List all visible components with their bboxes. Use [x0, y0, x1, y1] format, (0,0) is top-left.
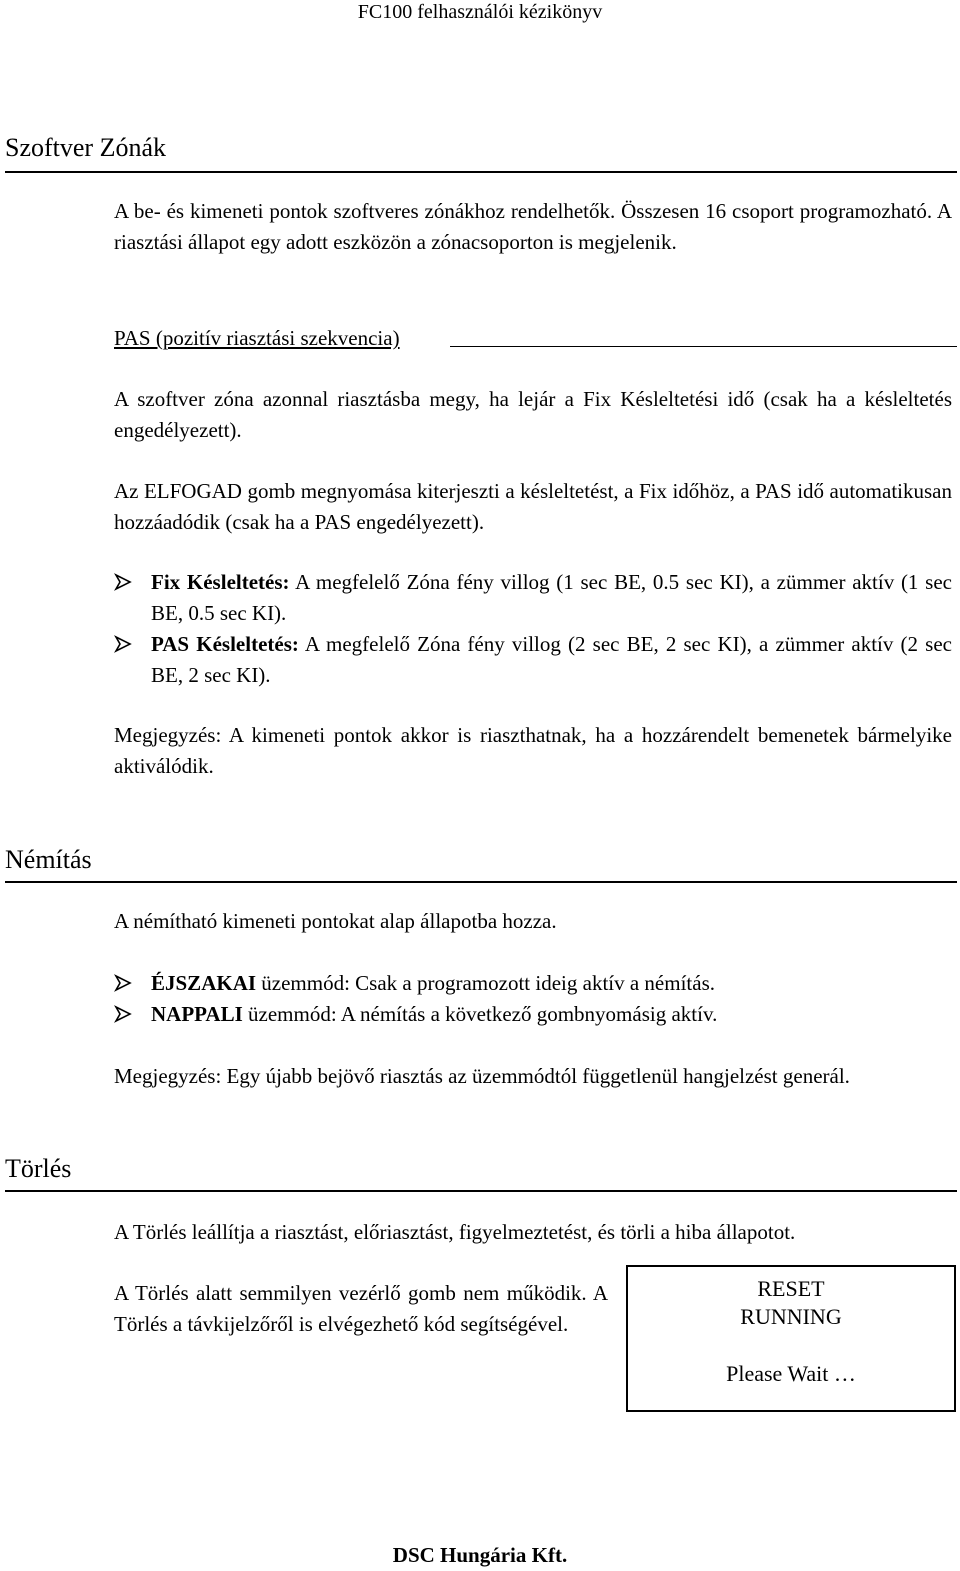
- arrowhead-bullet-icon: [114, 999, 136, 1032]
- section-divider: [5, 1190, 957, 1192]
- display-line-reset: RESET: [757, 1276, 825, 1301]
- bullet-item-pas-delay: [114, 629, 952, 691]
- bullet-item-ejszakai: [114, 968, 952, 999]
- pas-subheading: PAS (pozitív riasztási szekvencia): [114, 326, 400, 350]
- arrowhead-bullet-icon: [114, 567, 136, 600]
- bullet-label: ÉJSZAKAI: [151, 971, 257, 995]
- section-title-szoftver-zonak: Szoftver Zónák: [5, 133, 167, 162]
- section-divider: [5, 171, 957, 173]
- bullet-label: Fix Késleltetés:: [151, 570, 290, 594]
- torles-paragraph-1: A Törlés leállítja a riasztást, előriasztást, figyelmeztetést, és törli a hiba állapotot.: [114, 1220, 796, 1244]
- bullet-label: PAS Késleltetés:: [151, 632, 299, 656]
- pas-paragraph-2: Az ELFOGAD gomb megnyomása kiterjeszti a késleltetést, a Fix időhöz, a PAS idő automatikusan hozzáadódik (csak ha a PAS engedélyezett).: [114, 479, 952, 534]
- subheading-rule: [450, 346, 957, 347]
- bullet-text: üzemmód: A némítás a következő gombnyomásig aktív.: [242, 1002, 718, 1026]
- section-divider: [5, 881, 957, 883]
- bullet-text: A megfelelő Zóna fény villog (1 sec BE, 0.5 sec KI), a zümmer aktív (1 sec BE, 0.5 sec KI).: [151, 570, 952, 625]
- nemitas-note: Megjegyzés: Egy újabb bejövő riasztás az üzemmódtól függetlenül hangjelzést generál.: [114, 1064, 850, 1088]
- bullet-label: NAPPALI: [151, 1002, 243, 1026]
- section-title-nemitas: Némítás: [5, 845, 92, 874]
- torles-paragraph-2: A Törlés alatt semmilyen vezérlő gomb nem működik. A Törlés a távkijelzőről is elvégezhető kód segítségével.: [114, 1281, 608, 1336]
- bullet-text: A megfelelő Zóna fény villog (2 sec BE, 2 sec KI), a zümmer aktív (2 sec BE, 2 sec KI).: [151, 632, 952, 687]
- display-line-please-wait: Please Wait …: [726, 1361, 856, 1386]
- display-line-running: RUNNING: [740, 1304, 842, 1329]
- intro-paragraph: A be- és kimeneti pontok szoftveres zónákhoz rendelhetők. Összesen 16 csoport programozható. A riasztási állapot egy adott eszközön a zónacsoporton is megjelenik.: [114, 199, 952, 254]
- arrowhead-bullet-icon: [114, 629, 136, 662]
- section-title-torles: Törlés: [5, 1154, 72, 1183]
- bullet-item-nappali: [114, 999, 952, 1030]
- reset-display-panel: [626, 1265, 956, 1412]
- bullet-text: üzemmód: Csak a programozott ideig aktív a némítás.: [256, 971, 715, 995]
- note-paragraph: Megjegyzés: A kimeneti pontok akkor is riaszthatnak, ha a hozzárendelt bemenetek bármelyike aktiválódik.: [114, 723, 952, 778]
- nemitas-intro: A némítható kimeneti pontokat alap állapotba hozza.: [114, 909, 557, 933]
- pas-paragraph-1: A szoftver zóna azonnal riasztásba megy, ha lejár a Fix Késleltetési idő (csak ha a késleltetés engedélyezett).: [114, 387, 952, 442]
- running-header: FC100 felhasználói kézikönyv: [357, 1, 603, 23]
- bullet-item-fix-delay: [114, 567, 952, 629]
- arrowhead-bullet-icon: [114, 968, 136, 1001]
- footer-company: DSC Hungária Kft.: [392, 1543, 568, 1567]
